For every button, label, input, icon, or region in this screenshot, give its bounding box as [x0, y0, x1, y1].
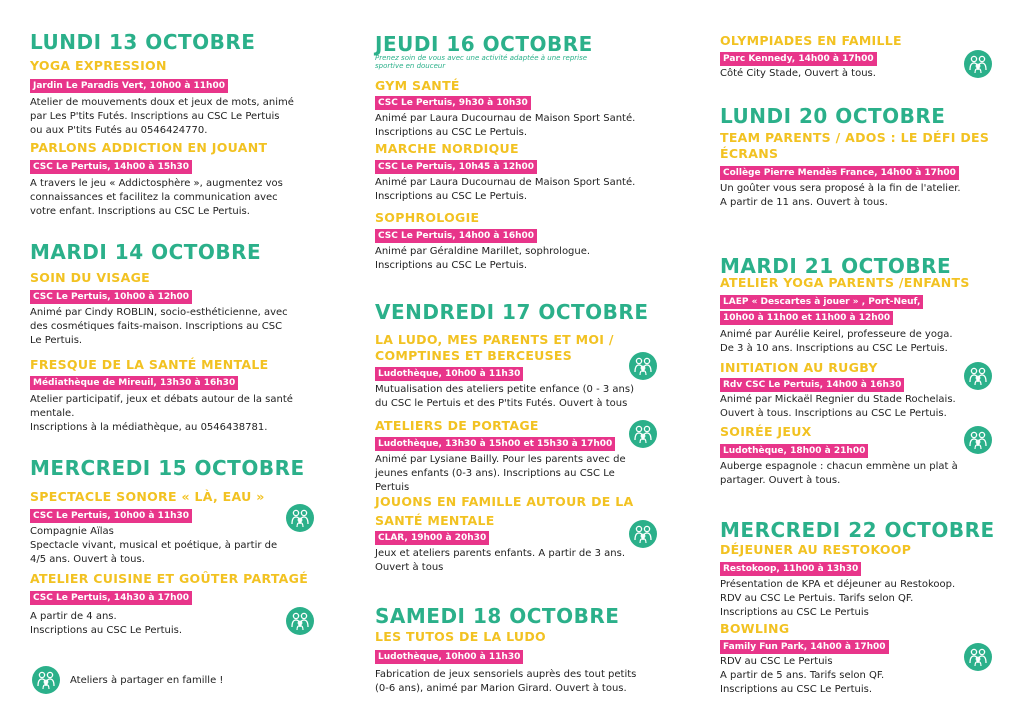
event-title: BOWLING [720, 621, 790, 636]
event-title: SPECTACLE SONORE « LÀ, EAU » [30, 489, 265, 504]
event-description: A partir de 4 ans. Inscriptions au CSC Le Pertuis. [30, 611, 183, 636]
family-icon [32, 666, 60, 694]
event-location: Ludothèque, 18h00 à 21h00 [720, 444, 868, 458]
event-title: DÉJEUNER AU RESTOKOOP [720, 542, 912, 557]
event-description: Animé par Aurélie Keirel, professeure de yoga. De 3 à 10 ans. Inscriptions au CSC Le Pertuis. [720, 329, 953, 354]
event-location: Family Fun Park, 14h00 à 17h00 [720, 640, 889, 654]
event-description: Côté City Stade, Ouvert à tous. [720, 68, 876, 79]
day-heading: JEUDI 16 OCTOBRE [375, 32, 593, 56]
event-title: FRESQUE DE LA SANTÉ MENTALE [30, 357, 269, 372]
event-location: LAEP « Descartes à jouer » , Port-Neuf, [720, 295, 923, 309]
event-location: Parc Kennedy, 14h00 à 17h00 [720, 52, 877, 66]
event-location: Rdv CSC Le Pertuis, 14h00 à 16h30 [720, 378, 904, 392]
event-description: RDV au CSC Le Pertuis A partir de 5 ans. Tarifs selon QF. Inscriptions au CSC Le Pertuis. [720, 656, 885, 695]
event-title: ATELIERS DE PORTAGE [375, 418, 539, 433]
family-icon [964, 643, 992, 671]
event-title: OLYMPIADES EN FAMILLE [720, 33, 902, 48]
family-icon [286, 607, 314, 635]
event-title: SOPHROLOGIE [375, 210, 480, 225]
day-heading: LUNDI 20 OCTOBRE [720, 104, 946, 128]
event-location: Restokoop, 11h00 à 13h30 [720, 562, 861, 576]
event-location: CSC Le Pertuis, 14h00 à 16h00 [375, 229, 537, 243]
event-description: Animé par Laura Ducournau de Maison Sport Santé. Inscriptions au CSC Le Pertuis. [375, 177, 636, 202]
day-heading: VENDREDI 17 OCTOBRE [375, 300, 649, 324]
event-title: ATELIER YOGA PARENTS /ENFANTS [720, 275, 970, 290]
event-title: MARCHE NORDIQUE [375, 141, 519, 156]
event-title: TEAM PARENTS / ADOS : LE DÉFI DES ÉCRANS [720, 130, 990, 161]
event-description: Fabrication de jeux sensoriels auprès des tout petits (0-6 ans), animé par Marion Girard. Ouvert à tous. [375, 669, 637, 694]
event-description: Jeux et ateliers parents enfants. A partir de 3 ans. Ouvert à tous [375, 548, 625, 573]
legend-text: Ateliers à partager en famille ! [70, 675, 224, 686]
event-description: A travers le jeu « Addictosphère », augmentez vos connaissances et facilitez la communication avec votre enfant. Inscriptions au CSC Le Pertuis. [30, 178, 283, 217]
event-location: CSC Le Pertuis, 14h00 à 15h30 [30, 160, 192, 174]
event-location: Ludothèque, 10h00 à 11h30 [375, 650, 523, 664]
day-subtitle: Prenez soin de vous avec une activité adaptée à une reprise sportive en douceur [375, 54, 588, 70]
event-location: Jardin Le Paradis Vert, 10h00 à 11h00 [30, 79, 228, 93]
family-icon [964, 362, 992, 390]
event-description: Animé par Cindy ROBLIN, socio-esthéticienne, avec des cosmétiques faits-maison. Inscriptions au CSC Le Pertuis. [30, 307, 288, 346]
event-title: SOIRÉE JEUX [720, 424, 812, 439]
day-heading: MARDI 14 OCTOBRE [30, 240, 262, 264]
event-description: Présentation de KPA et déjeuner au Restokoop. RDV au CSC Le Pertuis. Tarifs selon QF. Inscriptions au CSC Le Pertuis [720, 579, 956, 618]
event-title: JOUONS EN FAMILLE AUTOUR DE LA SANTÉ MENTALE [375, 494, 634, 528]
event-title: ATELIER CUISINE ET GOÛTER PARTAGÉ [30, 571, 309, 586]
event-description: Animé par Lysiane Bailly. Pour les parents avec de jeunes enfants (0-3 ans). Inscriptions au CSC Le Pertuis [375, 454, 626, 493]
event-location: Ludothèque, 13h30 à 15h00 et 15h30 à 17h00 [375, 437, 615, 451]
family-icon [629, 352, 657, 380]
day-heading: LUNDI 13 OCTOBRE [30, 30, 256, 54]
event-title: SOIN DU VISAGE [30, 270, 150, 285]
event-location: Médiathèque de Mireuil, 13h30 à 16h30 [30, 376, 238, 390]
event-location: CSC Le Pertuis, 10h45 à 12h00 [375, 160, 537, 174]
family-icon [286, 504, 314, 532]
event-title: GYM SANTÉ [375, 78, 460, 93]
event-description: Compagnie Aïlas Spectacle vivant, musical et poétique, à partir de 4/5 ans. Ouvert à tous. [30, 526, 278, 565]
event-description: Atelier de mouvements doux et jeux de mots, animé par Les P'tits Futés. Inscriptions au CSC Le Pertuis ou aux P'tits Futés au 0546424770. [30, 97, 294, 136]
event-location: CLAR, 19h00 à 20h30 [375, 531, 489, 545]
family-icon [964, 426, 992, 454]
event-description: Auberge espagnole : chacun emmène un plat à partager. Ouvert à tous. [720, 461, 958, 486]
day-heading: SAMEDI 18 OCTOBRE [375, 604, 620, 628]
family-icon [964, 50, 992, 78]
day-heading: MARDI 21 OCTOBRE [720, 254, 952, 278]
event-location: CSC Le Pertuis, 14h30 à 17h00 [30, 591, 192, 605]
event-description: Atelier participatif, jeux et débats autour de la santé mentale. Inscriptions à la médiathèque, au 0546438781. [30, 394, 293, 433]
event-location: CSC Le Pertuis, 10h00 à 12h00 [30, 290, 192, 304]
event-location: Ludothèque, 10h00 à 11h30 [375, 367, 523, 381]
event-description: Animé par Mickaël Regnier du Stade Rochelais. Ouvert à tous. Inscriptions au CSC Le Pertuis. [720, 394, 956, 419]
event-location: Collège Pierre Mendès France, 14h00 à 17h00 [720, 166, 959, 180]
event-description: Mutualisation des ateliers petite enfance (0 - 3 ans) du CSC le Pertuis et des P'tits Futés. Ouvert à tous [375, 384, 634, 409]
family-icon [629, 520, 657, 548]
event-title: LES TUTOS DE LA LUDO [375, 629, 546, 644]
day-heading: MERCREDI 15 OCTOBRE [30, 456, 305, 480]
event-description: Un goûter vous sera proposé à la fin de l'atelier. A partir de 11 ans. Ouvert à tous. [720, 183, 961, 208]
event-title: INITIATION AU RUGBY [720, 360, 878, 375]
event-title: LA LUDO, MES PARENTS ET MOI / COMPTINES ET BERCEUSES [375, 332, 614, 363]
event-description: Animé par Géraldine Marillet, sophrologue. Inscriptions au CSC Le Pertuis. [375, 246, 591, 271]
event-title: PARLONS ADDICTION EN JOUANT [30, 140, 268, 155]
event-location: 10h00 à 11h00 et 11h00 à 12h00 [720, 311, 893, 325]
day-heading: MERCREDI 22 OCTOBRE [720, 518, 995, 542]
event-title: YOGA EXPRESSION [30, 58, 167, 73]
event-description: Animé par Laura Ducournau de Maison Sport Santé. Inscriptions au CSC Le Pertuis. [375, 113, 636, 138]
family-icon [629, 420, 657, 448]
event-location: CSC Le Pertuis, 10h00 à 11h30 [30, 509, 192, 523]
event-location: CSC Le Pertuis, 9h30 à 10h30 [375, 96, 531, 110]
